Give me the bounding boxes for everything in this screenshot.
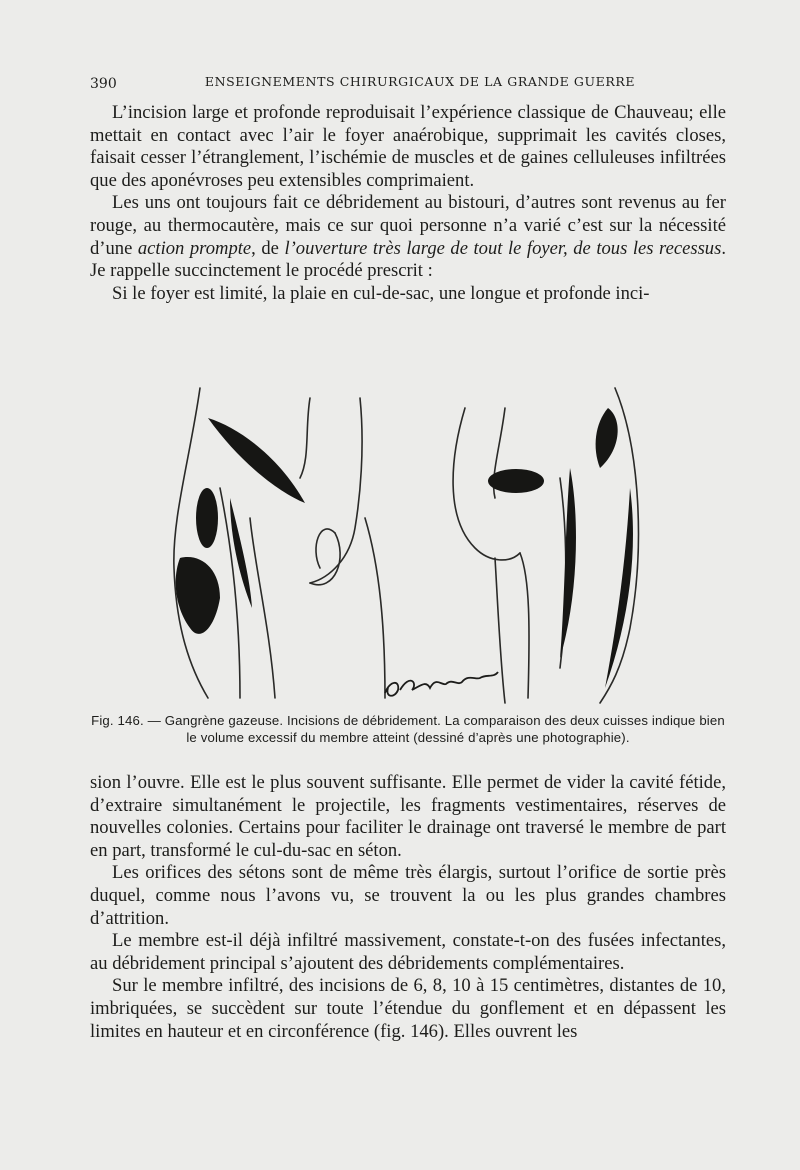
signature-mark	[385, 672, 498, 696]
paragraph: Sur le membre infiltré, des incisions de 6, 8, 10 à 15 centimètres, distantes de 10, imbriquées, se succèdent sur toute l’étendue du gonflement et en dépassent les limites en hauteur et en circonférence (fig. 146). Elles ouvrent les	[90, 975, 726, 1042]
figure-illustration	[160, 368, 660, 708]
paragraph: Si le foyer est limité, la plaie en cul-de-sac, une longue et profonde inci-	[112, 282, 650, 304]
upper-text-block	[90, 102, 726, 305]
paragraph: sion l’ouvre. Elle est le plus souvent suffisante. Elle permet de vider la cavité fétide, d’extraire simultanément le projectile, les fragments vestimentaires, réserves de nouvelles colonies. Certains pour faciliter le drainage ont traversé le membre de part en part, transformé le cul-du-sac en séton.	[90, 772, 726, 861]
running-head: ENSEIGNEMENTS CHIRURGICAUX DE LA GRANDE GUERRE	[204, 74, 636, 89]
paragraph: Les uns ont toujours fait ce débridement au bistouri, d’autres sont revenus au fer rouge, au thermocautère, mais ce sur quoi personne n’a varié c’est sur la nécessité d’une action prompte, de l’ouverture très large de tout le foyer, de tous les recessus. Je rappelle succinctement le procédé prescrit :	[90, 192, 726, 282]
lower-text-block	[90, 772, 726, 1043]
thigh-drawing	[160, 368, 660, 708]
paragraph: Les orifices des sétons sont de même très élargis, surtout l’orifice de sortie près duquel, comme nous l’avons vu, se trouvent la ou les plus grandes chambres d’attrition.	[90, 862, 726, 929]
paragraph: Le membre est-il déjà infiltré massivement, constate-t-on des fusées infectantes, au débridement principal s’ajoutent des débridements complémentaires.	[90, 930, 726, 974]
figure-caption: Fig. 146. — Gangrène gazeuse. Incisions de débridement. La comparaison des deux cuisses indique bien le volume excessif du membre atteint (dessiné d’après une photographie).	[91, 713, 725, 745]
paragraph: L’incision large et profonde reproduisait l’expérience classique de Chauveau; elle mettait en contact avec l’air le foyer anaérobique, supprimait les cavités closes, faisait cesser l’étranglement, l’ischémie de muscles et de gaines celluleuses infiltrées que des aponévroses peu extensibles comprimaient.	[90, 102, 726, 191]
page-number: 390	[90, 76, 117, 92]
